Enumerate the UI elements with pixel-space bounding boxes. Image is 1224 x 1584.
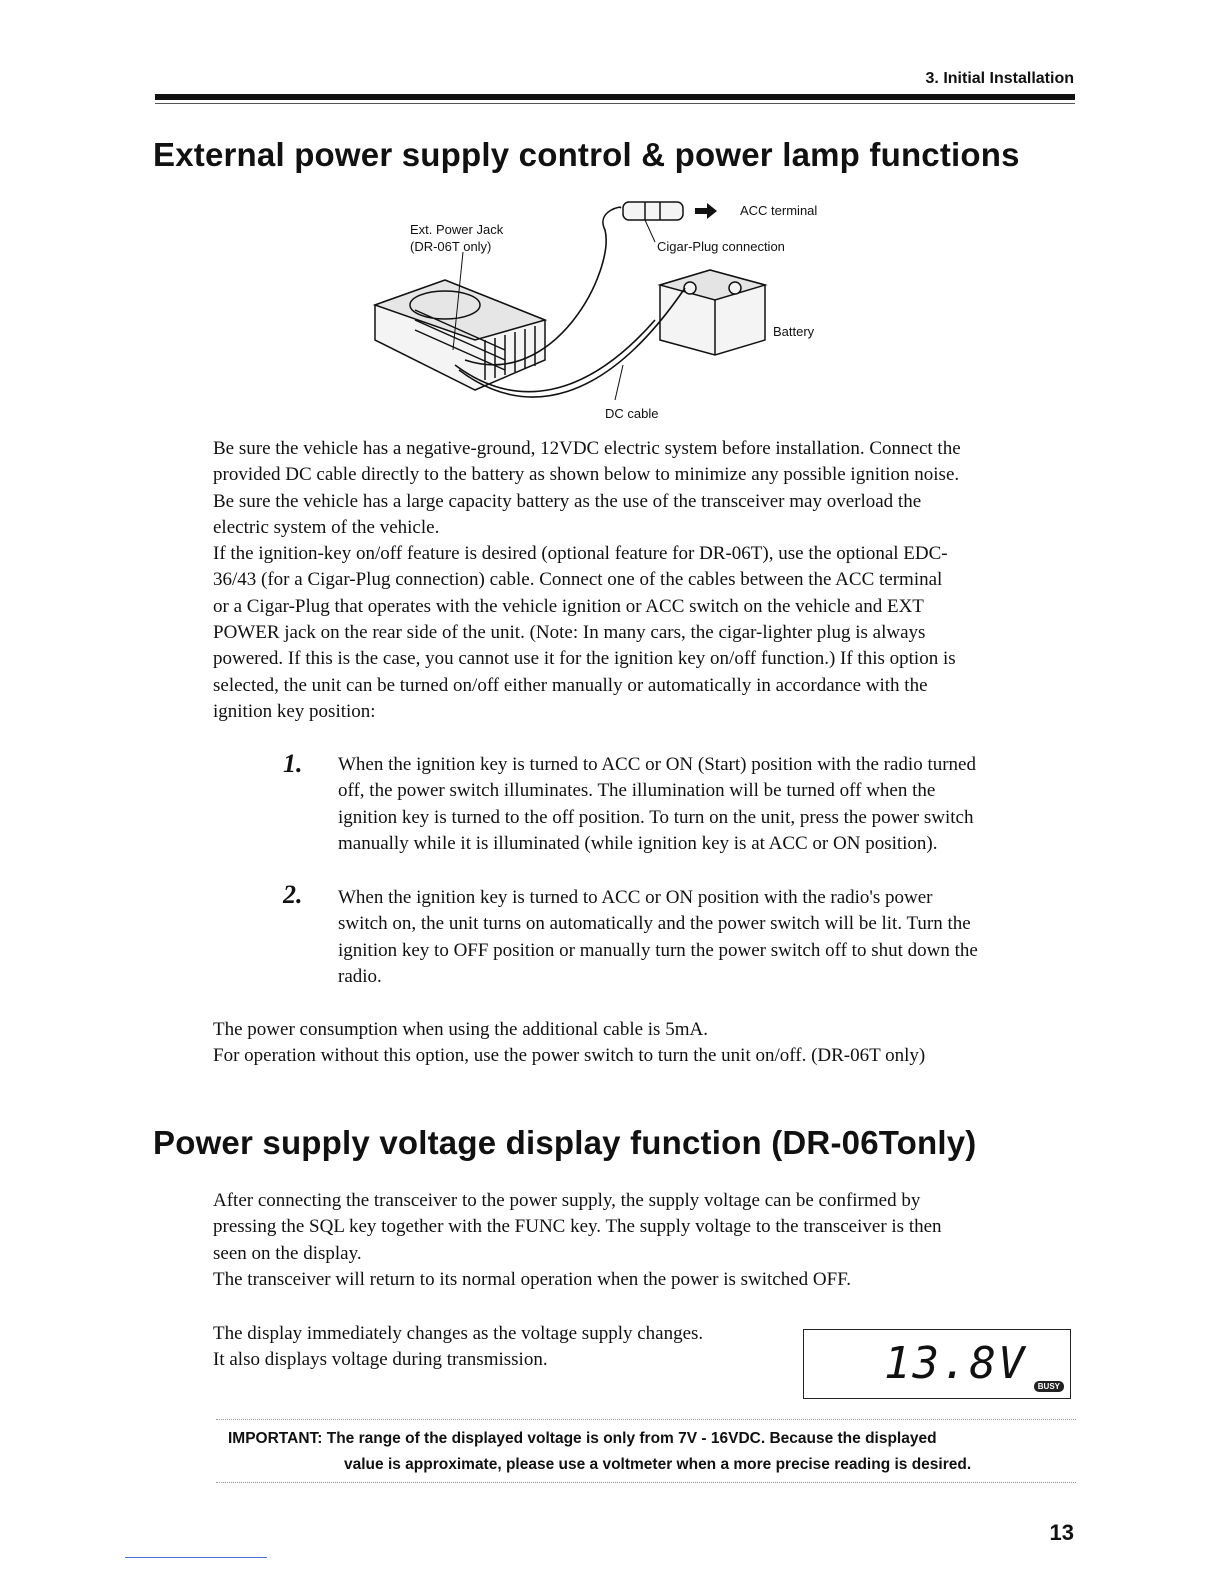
text-line: When the ignition key is turned to ACC or ON (Start) position with the radio turned — [338, 754, 976, 775]
list-number-1: 1. — [283, 749, 303, 778]
power-consumption-paragraph — [213, 1017, 1075, 1070]
label-dr06t-only: (DR-06T only) — [410, 239, 492, 254]
text-line: When the ignition key is turned to ACC or ON position with the radio's power — [338, 887, 933, 908]
section-title-external-power: External power supply control & power lamp functions — [153, 136, 1020, 173]
text-line: 36/43 (for a Cigar-Plug connection) cable. Connect one of the cables between the ACC terminal — [213, 569, 943, 591]
text-line: ignition key is turned to the off position. To turn on the unit, press the power switch — [338, 806, 974, 828]
text-line: The power consumption when using the additional cable is 5mA. — [213, 1019, 708, 1040]
text-line: If the ignition-key on/off feature is desired (optional feature for DR-06T), use the optional EDC- — [213, 543, 948, 565]
text-line: pressing the SQL key together with the FUNC key. The supply voltage to the transceiver is then — [213, 1216, 942, 1238]
text-line: The transceiver will return to its normal operation when the power is switched OFF. — [213, 1268, 851, 1290]
text-line: electric system of the vehicle. — [213, 516, 440, 538]
battery-illustration — [660, 270, 765, 355]
label-battery: Battery — [773, 324, 815, 339]
transceiver-illustration — [375, 280, 545, 390]
label-ext-power-jack: Ext. Power Jack — [410, 222, 504, 237]
text-line: manually while it is illuminated (while ignition key is at ACC or ON position). — [338, 832, 938, 854]
voltage-readout: 13.8V — [884, 1338, 1027, 1389]
page-number: 13 — [1049, 1520, 1074, 1545]
text-line: selected, the unit can be turned on/off either manually or automatically in accordance with the — [213, 674, 928, 696]
label-dc-cable: DC cable — [605, 406, 659, 421]
display-note — [213, 1321, 793, 1374]
text-line: ignition key to OFF position or manually turn the power switch off to shut down the — [338, 939, 978, 961]
intro-paragraph — [213, 436, 1075, 725]
list-item-1 — [338, 752, 1076, 857]
cigar-plug-illustration — [623, 202, 683, 220]
text-line: Be sure the vehicle has a negative-ground, 12VDC electric system before installation. Connect the — [213, 438, 961, 459]
list-number-2: 2. — [283, 880, 303, 909]
text-line: ignition key position: — [213, 700, 376, 722]
text-line: switch on, the unit turns on automatically and the power switch will be lit. Turn the — [338, 913, 971, 935]
voltage-paragraph — [213, 1188, 1075, 1293]
footer-line — [125, 1557, 267, 1558]
header-rule — [155, 94, 1075, 100]
important-line-1: IMPORTANT: The range of the displayed voltage is only from 7V - 16VDC. Because the displayed — [228, 1430, 937, 1447]
text-line: powered. If this is the case, you cannot use it for the ignition key on/off function.) If this option is — [213, 648, 956, 670]
list-item-2 — [338, 885, 1076, 990]
lcd-display — [803, 1329, 1071, 1399]
label-acc-terminal: ACC terminal — [740, 203, 818, 218]
busy-indicator: BUSY — [1034, 1381, 1064, 1392]
text-line: The display immediately changes as the voltage supply changes. — [213, 1323, 704, 1344]
installation-diagram — [355, 190, 845, 430]
section-title-voltage-display: Power supply voltage display function (DR-06Tonly) — [153, 1124, 977, 1161]
label-cigar-plug: Cigar-Plug connection — [657, 239, 785, 254]
important-line-2: value is approximate, please use a voltmeter when a more precise reading is desired. — [344, 1456, 972, 1473]
text-line: provided DC cable directly to the battery as shown below to minimize any possible ignition noise. — [213, 464, 960, 486]
text-line: After connecting the transceiver to the power supply, the supply voltage can be confirmed by — [213, 1190, 921, 1211]
text-line: seen on the display. — [213, 1242, 362, 1264]
text-line: POWER jack on the rear side of the unit. (Note: In many cars, the cigar-lighter plug is always — [213, 622, 926, 644]
text-line: Be sure the vehicle has a large capacity battery as the use of the transceiver may overload the — [213, 490, 922, 512]
important-note — [216, 1419, 1076, 1483]
header-rule-thin — [155, 103, 1075, 104]
text-line: For operation without this option, use the power switch to turn the unit on/off. (DR-06T only) — [213, 1045, 926, 1067]
text-line: or a Cigar-Plug that operates with the vehicle ignition or ACC switch on the vehicle and EXT — [213, 595, 924, 617]
text-line: It also displays voltage during transmission. — [213, 1349, 548, 1371]
running-header: 3. Initial Installation — [925, 70, 1074, 87]
text-line: radio. — [338, 965, 382, 987]
text-line: off, the power switch illuminates. The illumination will be turned off when the — [338, 780, 936, 802]
acc-arrow-icon — [695, 203, 717, 219]
